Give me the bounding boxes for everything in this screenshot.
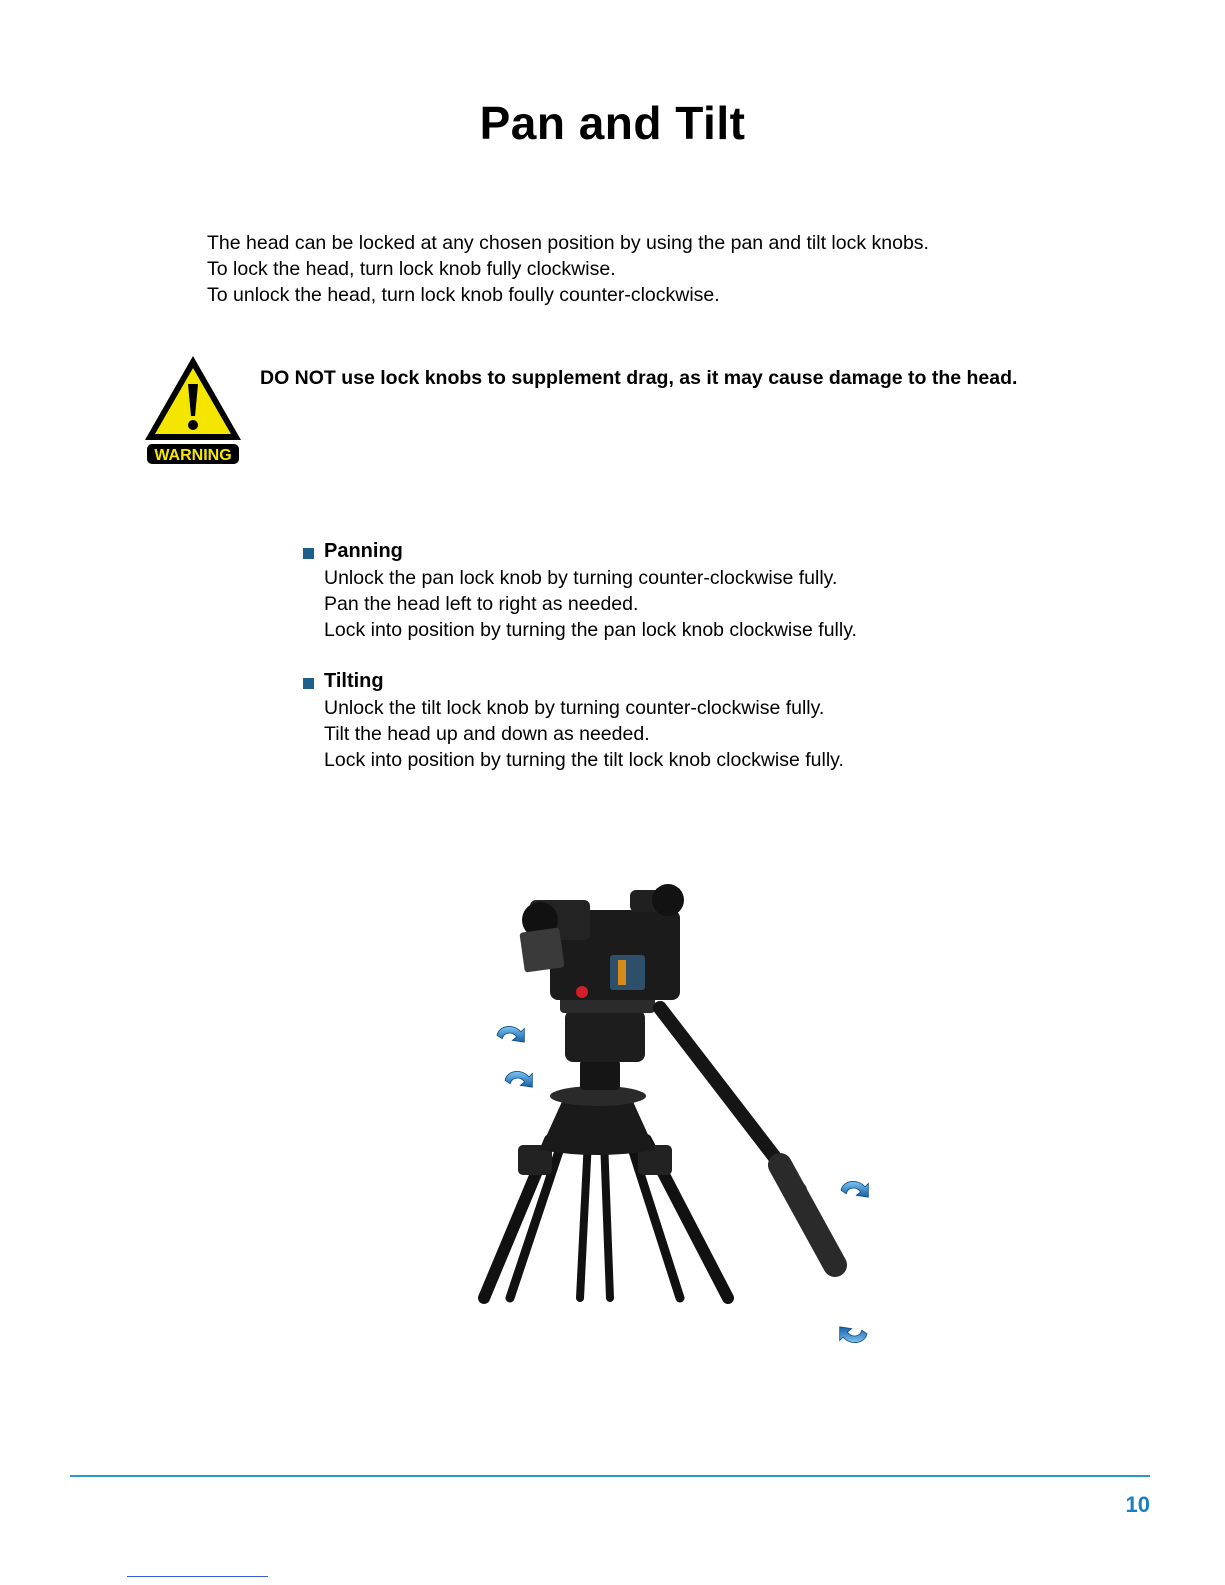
section-line: Unlock the tilt lock knob by turning counter-clockwise fully. [324,697,825,719]
warning-triangle-icon [143,354,243,466]
square-bullet-icon [303,548,314,559]
section-line: Lock into position by turning the tilt lock knob clockwise fully. [324,749,844,771]
intro-line: The head can be locked at any chosen position by using the pan and tilt lock knobs. [207,232,929,254]
section-heading-tilting: Tilting [324,670,384,692]
intro-line: To lock the head, turn lock knob fully clockwise. [207,258,616,280]
warning-text: DO NOT use lock knobs to supplement drag, as it may cause damage to the head. [260,367,1018,389]
section-line: Pan the head left to right as needed. [324,593,639,615]
footer-rule [70,1475,1150,1477]
square-bullet-icon [303,678,314,689]
page-title: Pan and Tilt [479,97,746,149]
camera-on-tripod-photo [470,860,890,1360]
page-number: 10 [1125,1492,1150,1517]
section-line: Lock into position by turning the pan lock knob clockwise fully. [324,619,857,641]
section-heading-panning: Panning [324,540,403,562]
intro-line: To unlock the head, turn lock knob foully counter-clockwise. [207,284,720,306]
section-line: Unlock the pan lock knob by turning counter-clockwise fully. [324,567,838,589]
section-line: Tilt the head up and down as needed. [324,723,650,745]
warning-label: WARNING [154,447,232,464]
bottom-underline [127,1576,268,1577]
